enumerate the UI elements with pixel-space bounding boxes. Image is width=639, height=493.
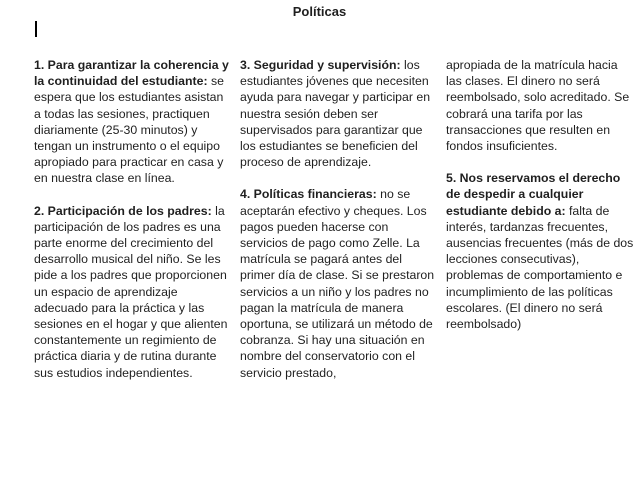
text-cursor [35,21,37,37]
policy-body-4: no se aceptarán efectivo y cheques. Los pagos pueden hacerse con servicios de pago como Zelle. La matrícula se pagará antes del primer día de clase. Si se prestaron servicios a un niño y los padres no pagan la matrícula de manera oportuna, se utilizará un método de cobranza. Si hay una situación en nombre del conservatorio con el servicio prestado, [240,187,435,380]
policy-paragraph-1 [34,57,230,187]
column-3 [446,57,636,348]
policy-body-5: falta de interés, tardanzas frecuentes, ausencias frecuentes (más de dos lecciones consecutivas), problemas de comportamiento e incumplimiento de las políticas escolares. (El dinero no será reembolsado) [446,203,634,332]
policy-paragraph-2 [34,203,230,381]
policy-heading-5: 5. Nos reservamos el derecho de despedir a cualquier estudiante debido a: [446,171,621,218]
policy-paragraph-3 [240,57,436,170]
page-title: Políticas [292,4,347,19]
policy-paragraph-4-continued [446,57,636,154]
policy-paragraph-5 [446,170,636,332]
policy-paragraph-4 [240,186,436,380]
policy-body-2: la participación de los padres es una parte enorme del crecimiento del desarrollo musical del niño. Se les pide a los padres que proporcionen un espacio de aprendizaje adecuado para la práctica y las sesiones en el hogar y que alienten constantemente un regimiento de práctica diaria y de rutina durante sus estudios independientes. [34,203,228,380]
policy-body-4-continued: apropiada de la matrícula hacia las clases. El dinero no será reembolsado, solo acreditado. Se cobrará una tarifa por las transacciones que resulten en fondos insuficientes. [446,58,630,154]
policy-heading-3: 3. Seguridad y supervisión: [240,58,401,72]
policy-heading-1: 1. Para garantizar la coherencia y la continuidad del estudiante: [34,58,229,89]
policy-body-3: los estudiantes jóvenes que necesiten ayuda para navegar y participar en nuestra sesión deben ser supervisados para garantizar que los estudiantes se beneficien del proceso de aprendizaje. [240,58,431,170]
column-2 [240,57,436,397]
column-1 [34,57,230,397]
policy-body-1: se espera que los estudiantes asistan a todas las sesiones, practiquen diariamente (25-30 minutos) y tengan un instrumento o el equipo apropiado para practicar en casa y en nuestra clase en línea. [34,74,224,186]
policy-heading-2: 2. Participación de los padres: [34,203,212,218]
policy-heading-4: 4. Políticas financieras: [240,187,377,202]
